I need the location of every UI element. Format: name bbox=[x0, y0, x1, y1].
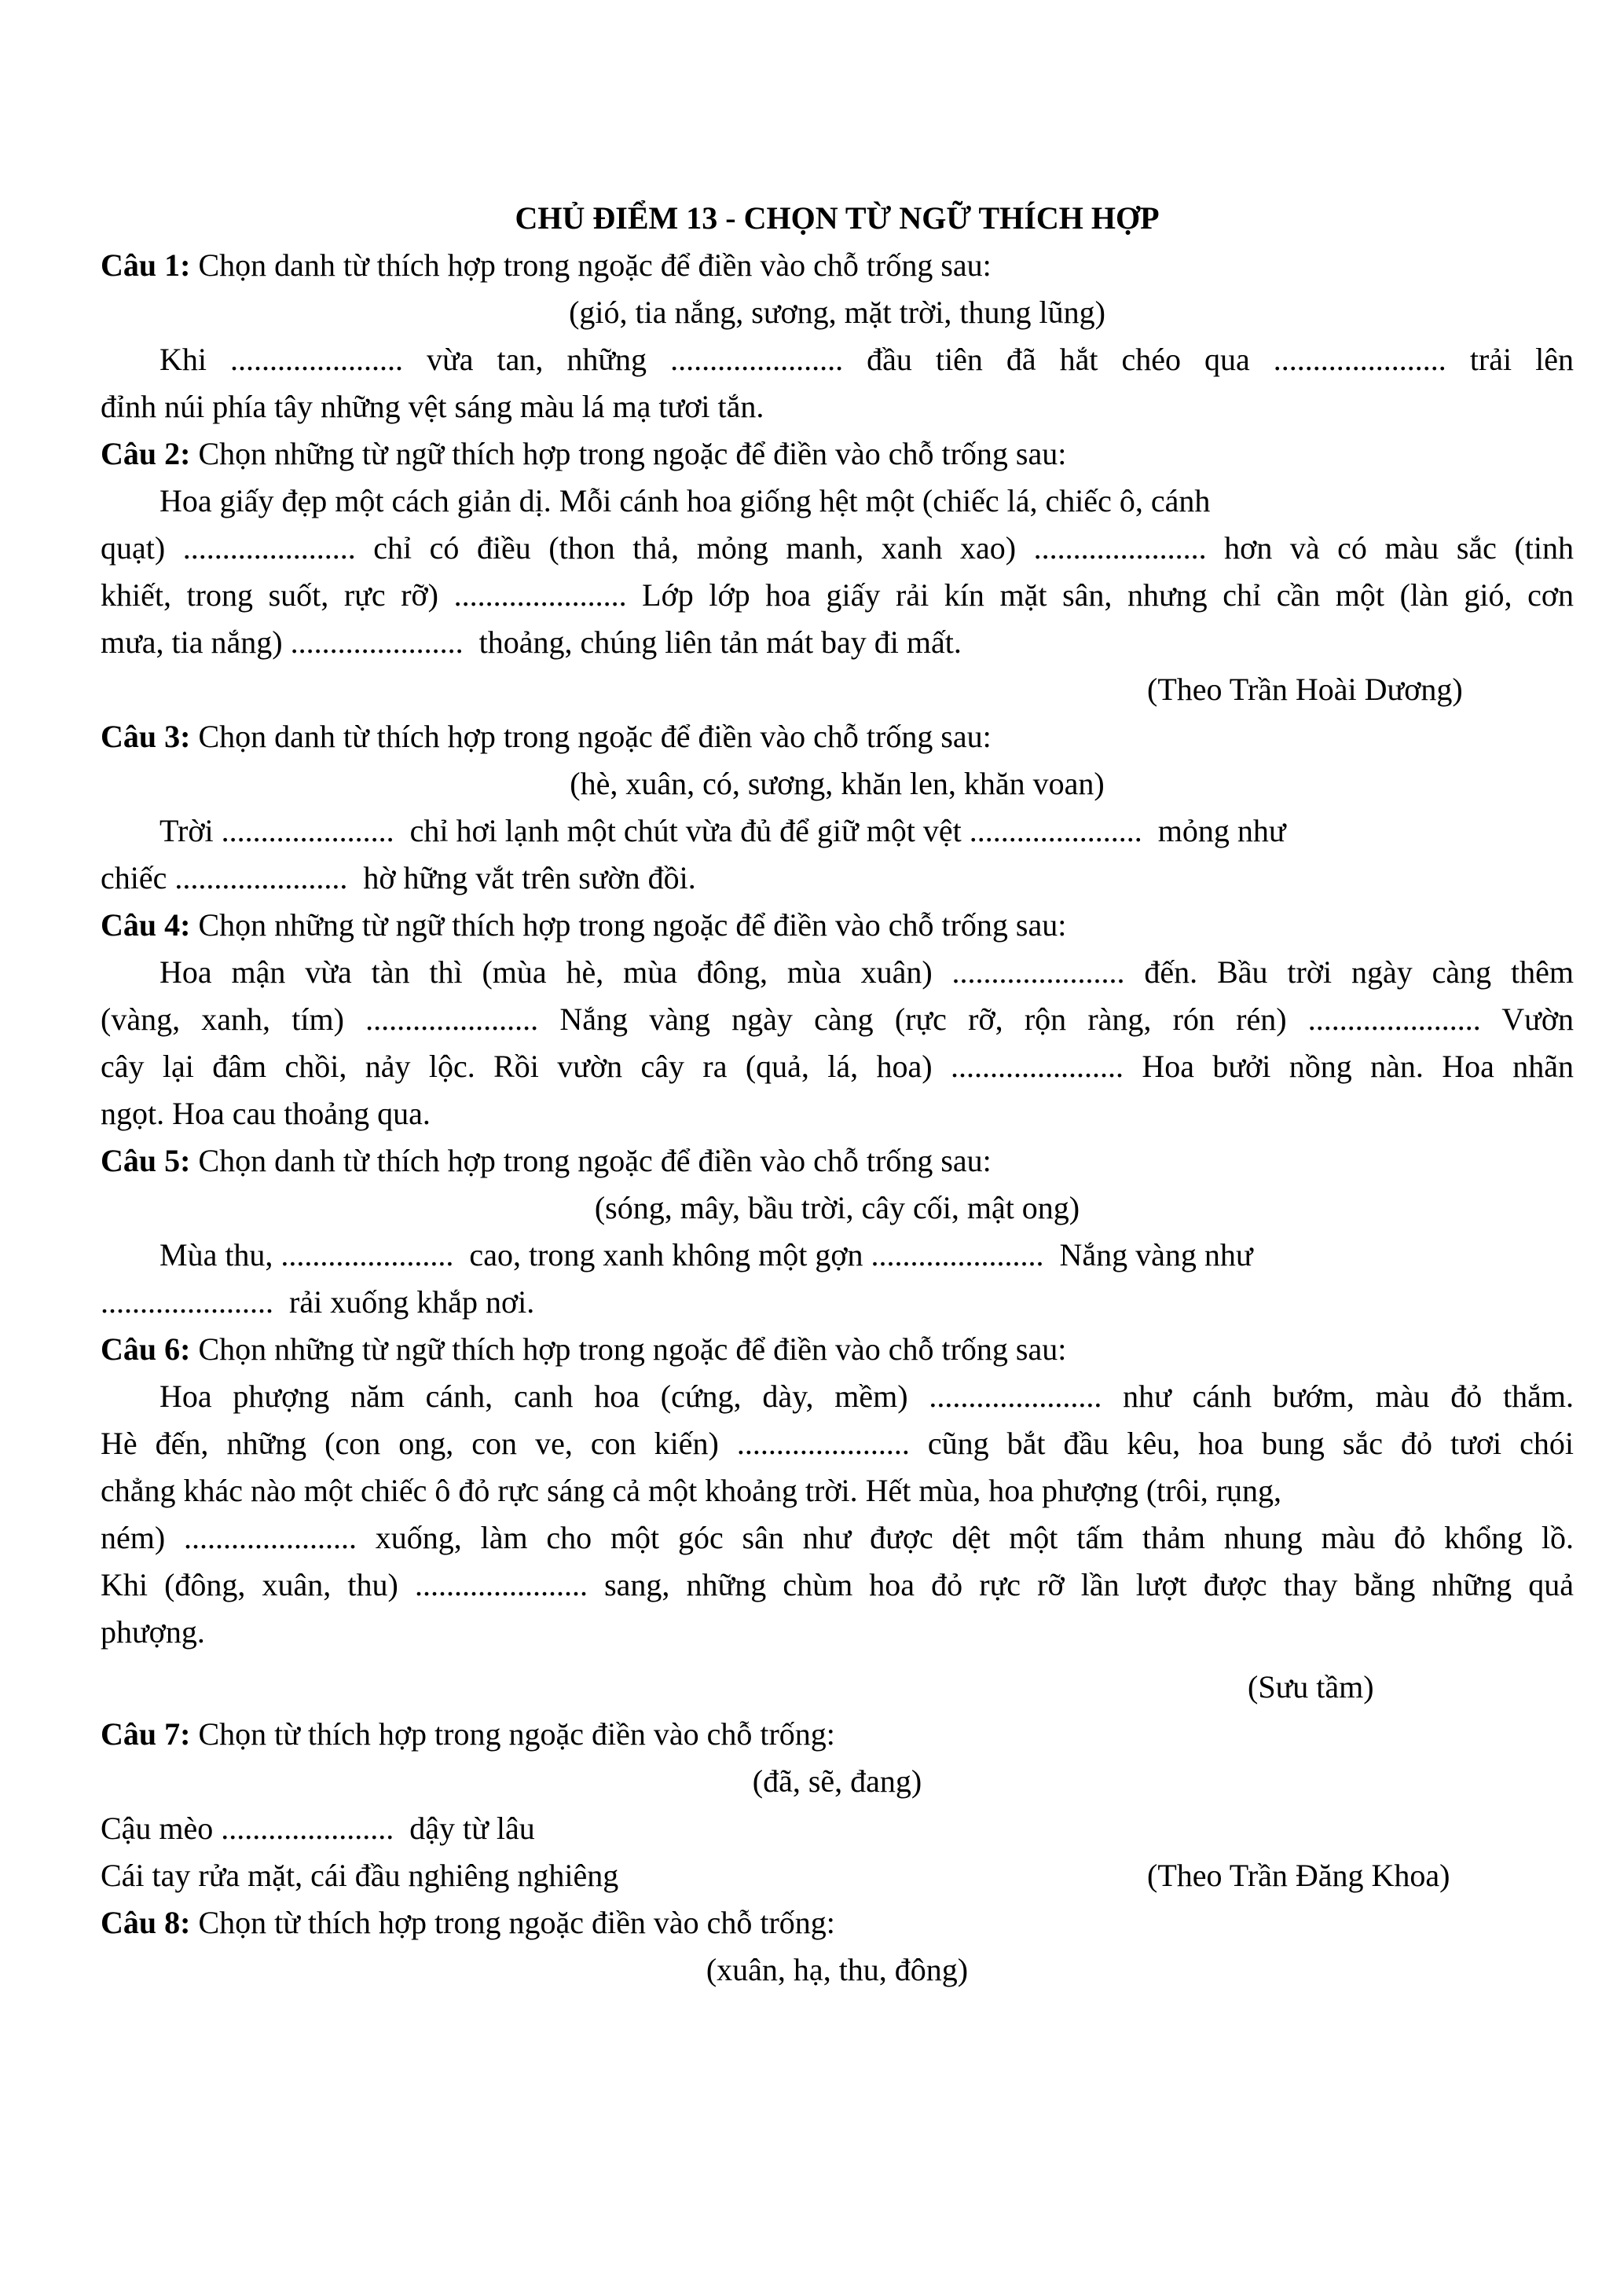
question-7-source: (Theo Trần Đăng Khoa) bbox=[1147, 1858, 1450, 1893]
question-3-options: (hè, xuân, có, sương, khăn len, khăn voan) bbox=[570, 766, 1105, 801]
question-7-heading bbox=[101, 1711, 1574, 1758]
question-6-line: Hè đến, những (con ong, con ve, con kiến) ...................... cũng bắt đầu kêu, hoa bung sắc đỏ tươi chói bbox=[101, 1426, 1574, 1461]
question-4-line: (vàng, xanh, tím) ...................... Nắng vàng ngày càng (rực rỡ, rộn ràng, rón rén) ...................... Vườn bbox=[101, 1002, 1574, 1037]
question-prompt: Chọn danh từ thích hợp trong ngoặc để điền vào chỗ trống sau: bbox=[190, 1143, 992, 1178]
question-label: Câu 6: bbox=[101, 1331, 191, 1367]
question-6-line: Hoa phượng năm cánh, canh hoa (cứng, dày, mềm) ...................... như cánh bướm, màu đỏ thắm. bbox=[159, 1379, 1574, 1414]
question-prompt: Chọn danh từ thích hợp trong ngoặc để điền vào chỗ trống sau: bbox=[190, 719, 992, 754]
question-6-line: Khi (đông, xuân, thu) ...................... sang, những chùm hoa đỏ rực rỡ lần lượt được thay bằng những quả bbox=[101, 1567, 1574, 1602]
question-2-heading bbox=[101, 430, 1574, 478]
question-4-line: ngọt. Hoa cau thoảng qua. bbox=[101, 1096, 431, 1131]
question-2-line: Hoa giấy đẹp một cách giản dị. Mỗi cánh hoa giống hệt một (chiếc lá, chiếc ô, cánh bbox=[159, 483, 1211, 518]
question-7-line: Cái tay rửa mặt, cái đầu nghiêng nghiêng bbox=[101, 1858, 619, 1893]
question-5-line: Mùa thu, ...................... cao, trong xanh không một gợn ...................... Nắng vàng như bbox=[159, 1237, 1253, 1273]
question-6-heading bbox=[101, 1326, 1574, 1373]
question-1-line: Khi ...................... vừa tan, những ...................... đầu tiên đã hắt chéo qua ...................... trải lên bbox=[159, 342, 1574, 377]
question-6-source: (Sưu tầm) bbox=[1248, 1669, 1374, 1705]
question-7-options: (đã, sẽ, đang) bbox=[752, 1763, 922, 1799]
question-label: Câu 1: bbox=[101, 247, 191, 283]
question-label: Câu 7: bbox=[101, 1716, 191, 1752]
question-label: Câu 8: bbox=[101, 1905, 191, 1940]
question-8-options: (xuân, hạ, thu, đông) bbox=[706, 1952, 969, 1987]
question-2-line: mưa, tia nắng) ...................... thoảng, chúng liên tản mát bay đi mất. bbox=[101, 624, 962, 660]
question-6-line: chẳng khác nào một chiếc ô đỏ rực sáng cả một khoảng trời. Hết mùa, hoa phượng (trôi, rụng, bbox=[101, 1473, 1282, 1508]
question-6-line: phượng. bbox=[101, 1614, 205, 1650]
question-1-heading bbox=[101, 242, 1574, 289]
question-4-line: cây lại đâm chồi, nảy lộc. Rồi vườn cây ra (quả, lá, hoa) ...................... Hoa bưởi nồng nàn. Hoa nhãn bbox=[101, 1049, 1574, 1084]
question-prompt: Chọn từ thích hợp trong ngoặc điền vào chỗ trống: bbox=[190, 1905, 835, 1940]
question-5-line: ...................... rải xuống khắp nơi. bbox=[101, 1284, 535, 1320]
question-4-line: Hoa mận vừa tàn thì (mùa hè, mùa đông, mùa xuân) ...................... đến. Bầu trời ngày càng thêm bbox=[159, 954, 1574, 990]
page-title: CHỦ ĐIỂM 13 - CHỌN TỪ NGỮ THÍCH HỢP bbox=[515, 200, 1160, 236]
question-3-line: chiếc ...................... hờ hững vắt trên sườn đồi. bbox=[101, 860, 696, 895]
question-label: Câu 4: bbox=[101, 907, 191, 943]
question-1-options: (gió, tia nắng, sương, mặt trời, thung lũng) bbox=[569, 295, 1105, 330]
question-prompt: Chọn từ thích hợp trong ngoặc điền vào chỗ trống: bbox=[190, 1716, 835, 1752]
question-3-line: Trời ...................... chỉ hơi lạnh một chút vừa đủ để giữ một vệt ...................... mỏng như bbox=[159, 813, 1286, 848]
question-prompt: Chọn danh từ thích hợp trong ngoặc để điền vào chỗ trống sau: bbox=[190, 247, 992, 283]
question-prompt: Chọn những từ ngữ thích hợp trong ngoặc để điền vào chỗ trống sau: bbox=[190, 1331, 1067, 1367]
question-2-source: (Theo Trần Hoài Dương) bbox=[1147, 672, 1463, 707]
question-label: Câu 3: bbox=[101, 719, 191, 754]
question-prompt: Chọn những từ ngữ thích hợp trong ngoặc để điền vào chỗ trống sau: bbox=[190, 907, 1067, 943]
question-7-line: Cậu mèo ...................... dậy từ lâu bbox=[101, 1811, 535, 1846]
question-2-line: quạt) ...................... chỉ có điều (thon thả, mỏng manh, xanh xao) ...................... hơn và có màu sắc (tinh bbox=[101, 530, 1574, 566]
question-label: Câu 5: bbox=[101, 1143, 191, 1178]
question-8-heading bbox=[101, 1899, 1574, 1946]
question-2-line: khiết, trong suốt, rực rỡ) ...................... Lớp lớp hoa giấy rải kín mặt sân, nhưng chỉ cần một (làn gió, cơn bbox=[101, 577, 1574, 613]
question-1-line: đỉnh núi phía tây những vệt sáng màu lá mạ tươi tắn. bbox=[101, 389, 764, 424]
question-5-options: (sóng, mây, bầu trời, cây cối, mật ong) bbox=[594, 1190, 1080, 1225]
question-6-line: ném) ...................... xuống, làm cho một góc sân như được dệt một tấm thảm nhung màu đỏ khổng lồ. bbox=[101, 1520, 1574, 1555]
question-label: Câu 2: bbox=[101, 436, 191, 471]
question-3-heading bbox=[101, 713, 1574, 760]
question-prompt: Chọn những từ ngữ thích hợp trong ngoặc để điền vào chỗ trống sau: bbox=[190, 436, 1067, 471]
question-5-heading bbox=[101, 1137, 1574, 1185]
question-4-heading bbox=[101, 902, 1574, 949]
